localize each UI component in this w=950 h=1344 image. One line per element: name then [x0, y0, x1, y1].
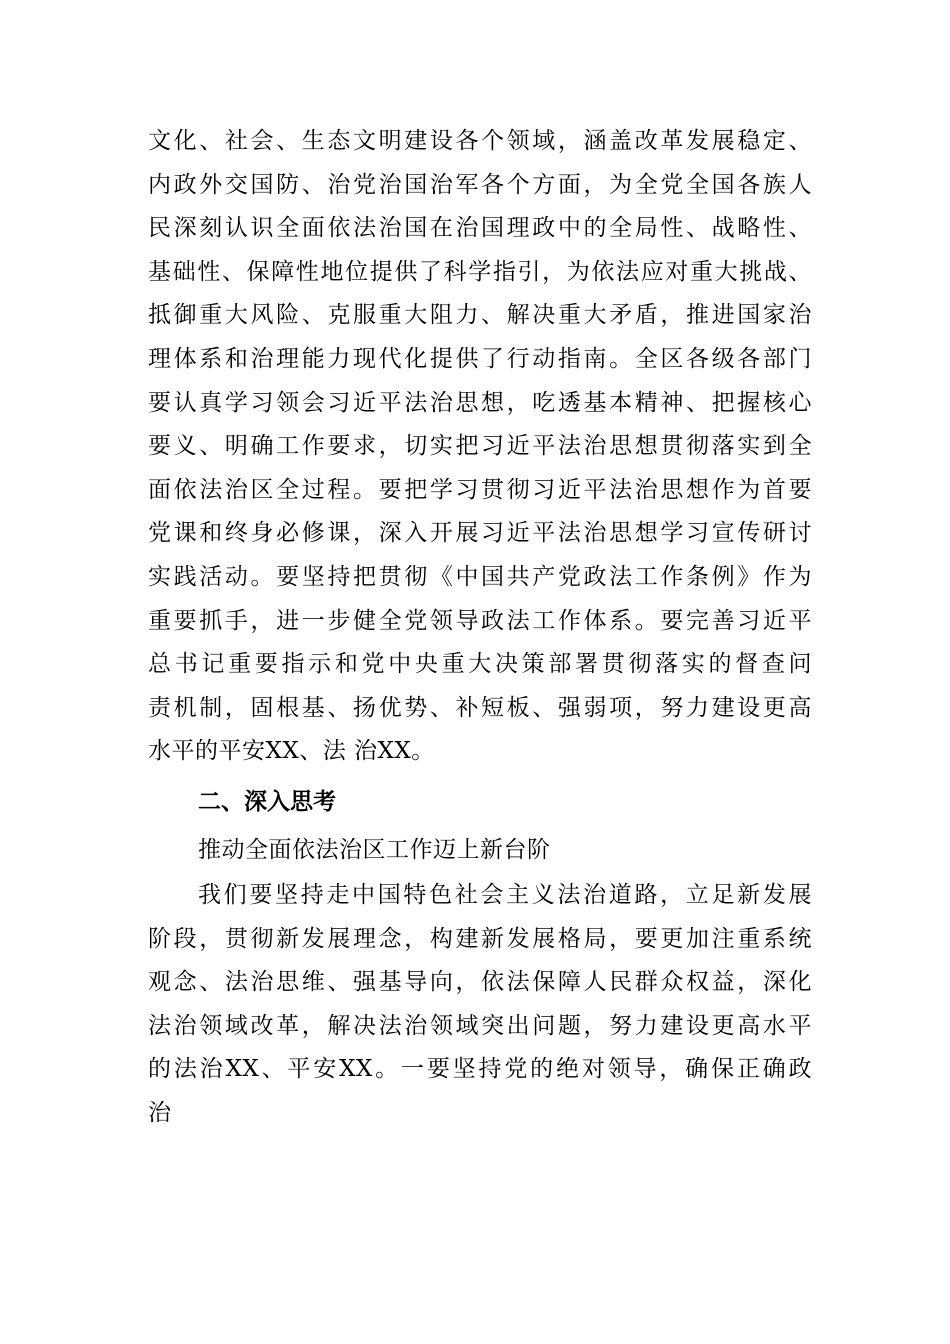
paragraph-line: 面依法治区全过程。要把学习贯彻习近平法治思想作为首要 [148, 476, 812, 503]
paragraph-line: 基础性、保障性地位提供了科学指引，为依法应对重大挑战、 [148, 258, 812, 285]
paragraph-line: 抵御重大风险、克服重大阻力、解决重大矛盾，推进国家治 [148, 302, 812, 329]
paragraph-line: 的法治XX、平安XX。一要坚持党的绝对领导，确保正确政 [148, 1056, 812, 1083]
paragraph-line: 治 [148, 1099, 172, 1126]
paragraph-line: 文化、社会、生态文明建设各个领域，涵盖改革发展稳定、 [148, 128, 812, 154]
paragraph-line: 重要抓手，进一步健全党领导政法工作体系。要完善习近平 [148, 607, 812, 634]
paragraph-2 [148, 874, 812, 1136]
paragraph-line: 我们要坚持走中国特色社会主义法治道路，立足新发展 [198, 881, 812, 908]
paragraph-line: 阶段，贯彻新发展理念，构建新发展格局，要更加注重系统 [148, 925, 812, 952]
paragraph-line: 总书记重要指示和党中央重大决策部署贯彻落实的督查问 [148, 651, 812, 678]
paragraph-line: 水平的平安XX、法 治XX。 [148, 738, 435, 765]
document-body [148, 120, 812, 1135]
paragraph-line: 内政外交国防、治党治国治军各个方面，为全党全国各族人 [148, 171, 812, 198]
paragraph-line: 观念、法治思维、强基导向，依法保障人民群众权益，深化 [148, 969, 812, 996]
paragraph-line: 责机制，固根基、扬优势、补短板、强弱项，努力建设更高 [148, 694, 812, 721]
section-heading: 二、深入思考 [198, 788, 336, 815]
paragraph-line: 法治领域改革，解决法治领域突出问题，努力建设更高水平 [148, 1012, 812, 1039]
paragraph-line: 理体系和治理能力现代化提供了行动指南。全区各级各部门 [148, 345, 812, 372]
paragraph-line: 实践活动。要坚持把贯彻《中国共产党政法工作条例》作为 [148, 563, 812, 590]
paragraph-line: 党课和终身必修课，深入开展习近平法治思想学习宣传研讨 [148, 520, 812, 547]
paragraph-line: 民深刻认识全面依法治国在治国理政中的全局性、战略性、 [148, 215, 812, 242]
paragraph-1 [148, 120, 812, 774]
section-subtitle: 推动全面依法治区工作迈上新台阶 [198, 836, 551, 863]
paragraph-line: 要义、明确工作要求，切实把习近平法治思想贯彻落实到全 [148, 433, 812, 460]
paragraph-line: 要认真学习领会习近平法治思想，吃透基本精神、把握核心 [148, 389, 812, 416]
